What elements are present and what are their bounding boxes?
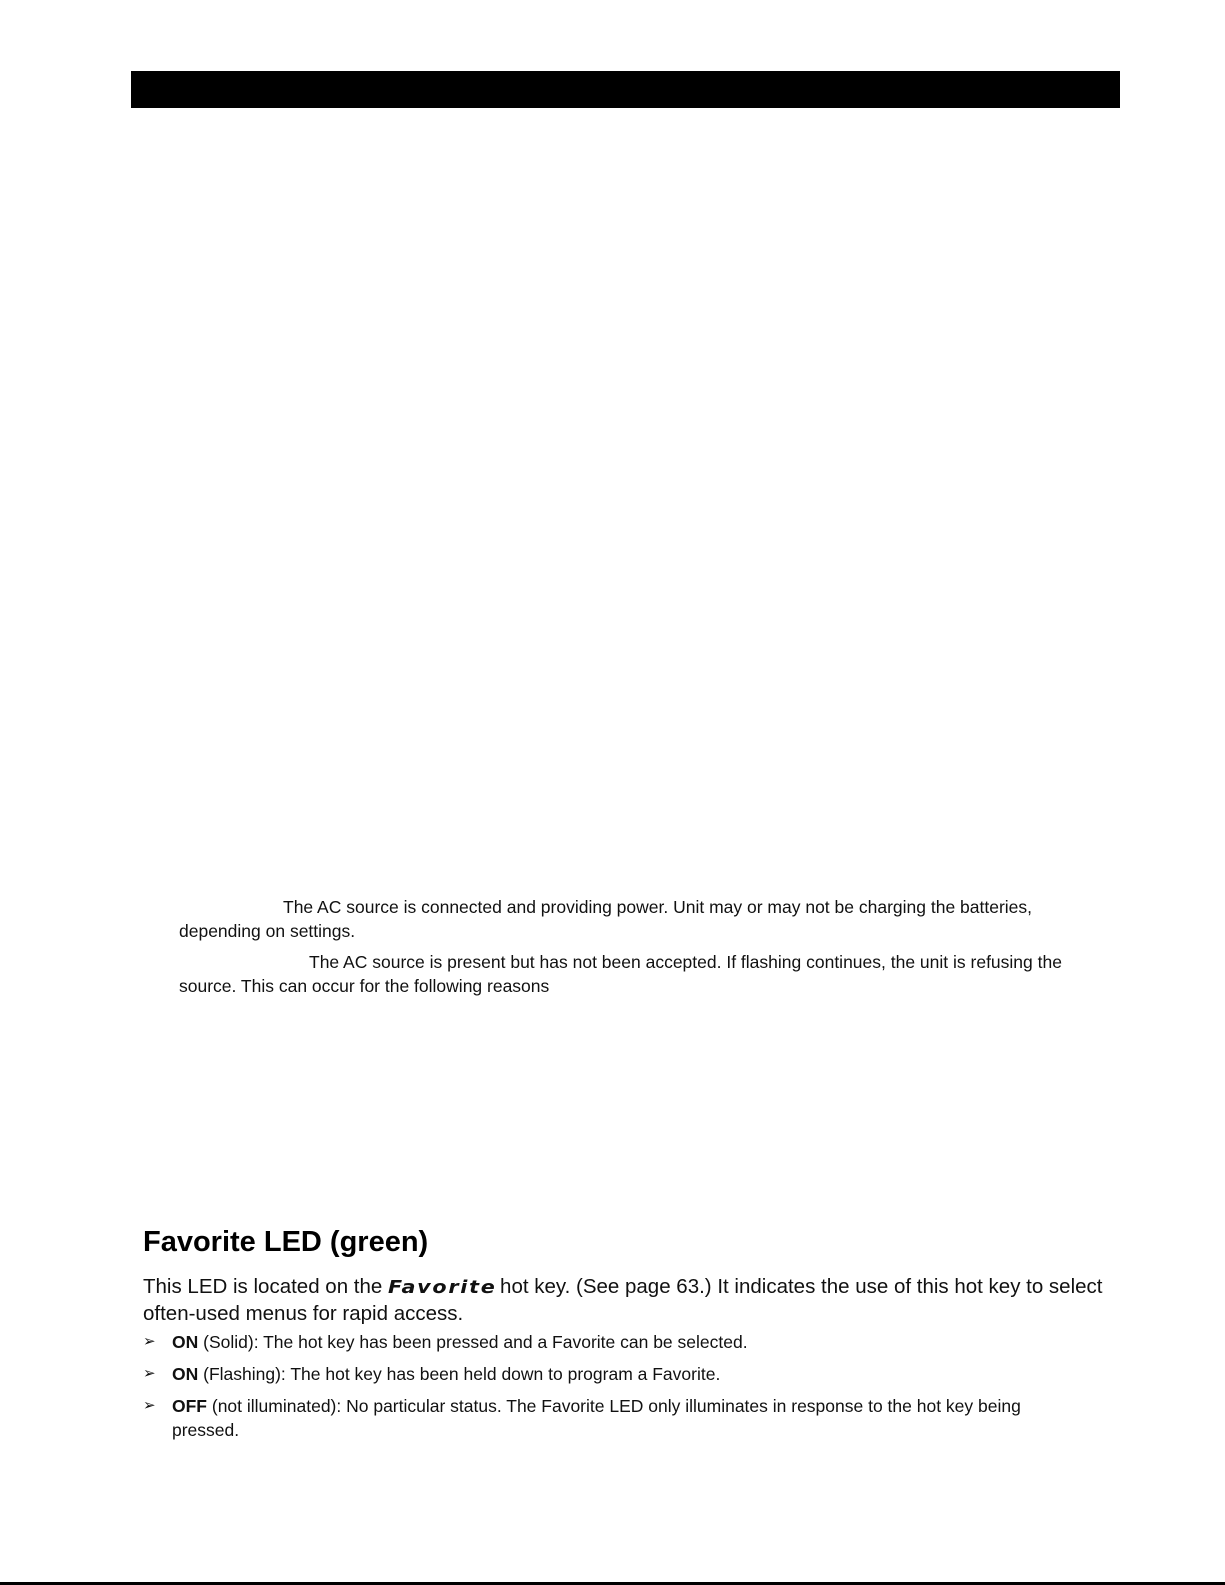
- arrow-bullet-icon: ➢: [143, 1365, 156, 1382]
- state-description: (Flashing): The hot key has been held down to program a Favorite.: [203, 1364, 721, 1384]
- intro-after: hot key. (See page 63.) It indicates the use of this hot key to select often-used menus for rapid access.: [143, 1275, 1103, 1325]
- state-label: ON: [172, 1364, 199, 1384]
- ac-on-description: [179, 895, 1109, 943]
- state-description: (not illuminated): No particular status. The Favorite LED only illuminates in response to the hot key being pressed.: [172, 1396, 1021, 1440]
- intro-before: This LED is located on the: [143, 1275, 383, 1298]
- ac-flashing-text: The AC source is present but has not been accepted. If flashing continues, the unit is refusing the source. This can occur for the following reasons: [179, 952, 1062, 996]
- list-item: [143, 1330, 1073, 1354]
- arrow-bullet-icon: ➢: [143, 1397, 156, 1414]
- state-label: ON: [172, 1332, 199, 1352]
- state-description: (Solid): The hot key has been pressed and a Favorite can be selected.: [203, 1332, 748, 1352]
- list-item: [143, 1394, 1073, 1442]
- section-title: Favorite LED (green): [143, 1226, 429, 1258]
- ac-flashing-description: [179, 950, 1109, 998]
- arrow-bullet-icon: ➢: [143, 1333, 156, 1350]
- section-intro: [143, 1274, 1103, 1327]
- ac-on-text: The AC source is connected and providing power. Unit may or may not be charging the batteries, depending on settings.: [179, 897, 1033, 941]
- state-label: OFF: [172, 1396, 207, 1416]
- favorite-led-states: [143, 1330, 1073, 1450]
- list-item: [143, 1362, 1073, 1386]
- favorite-hotkey-logo: Favorite: [388, 1277, 497, 1298]
- header-bar: [131, 71, 1120, 108]
